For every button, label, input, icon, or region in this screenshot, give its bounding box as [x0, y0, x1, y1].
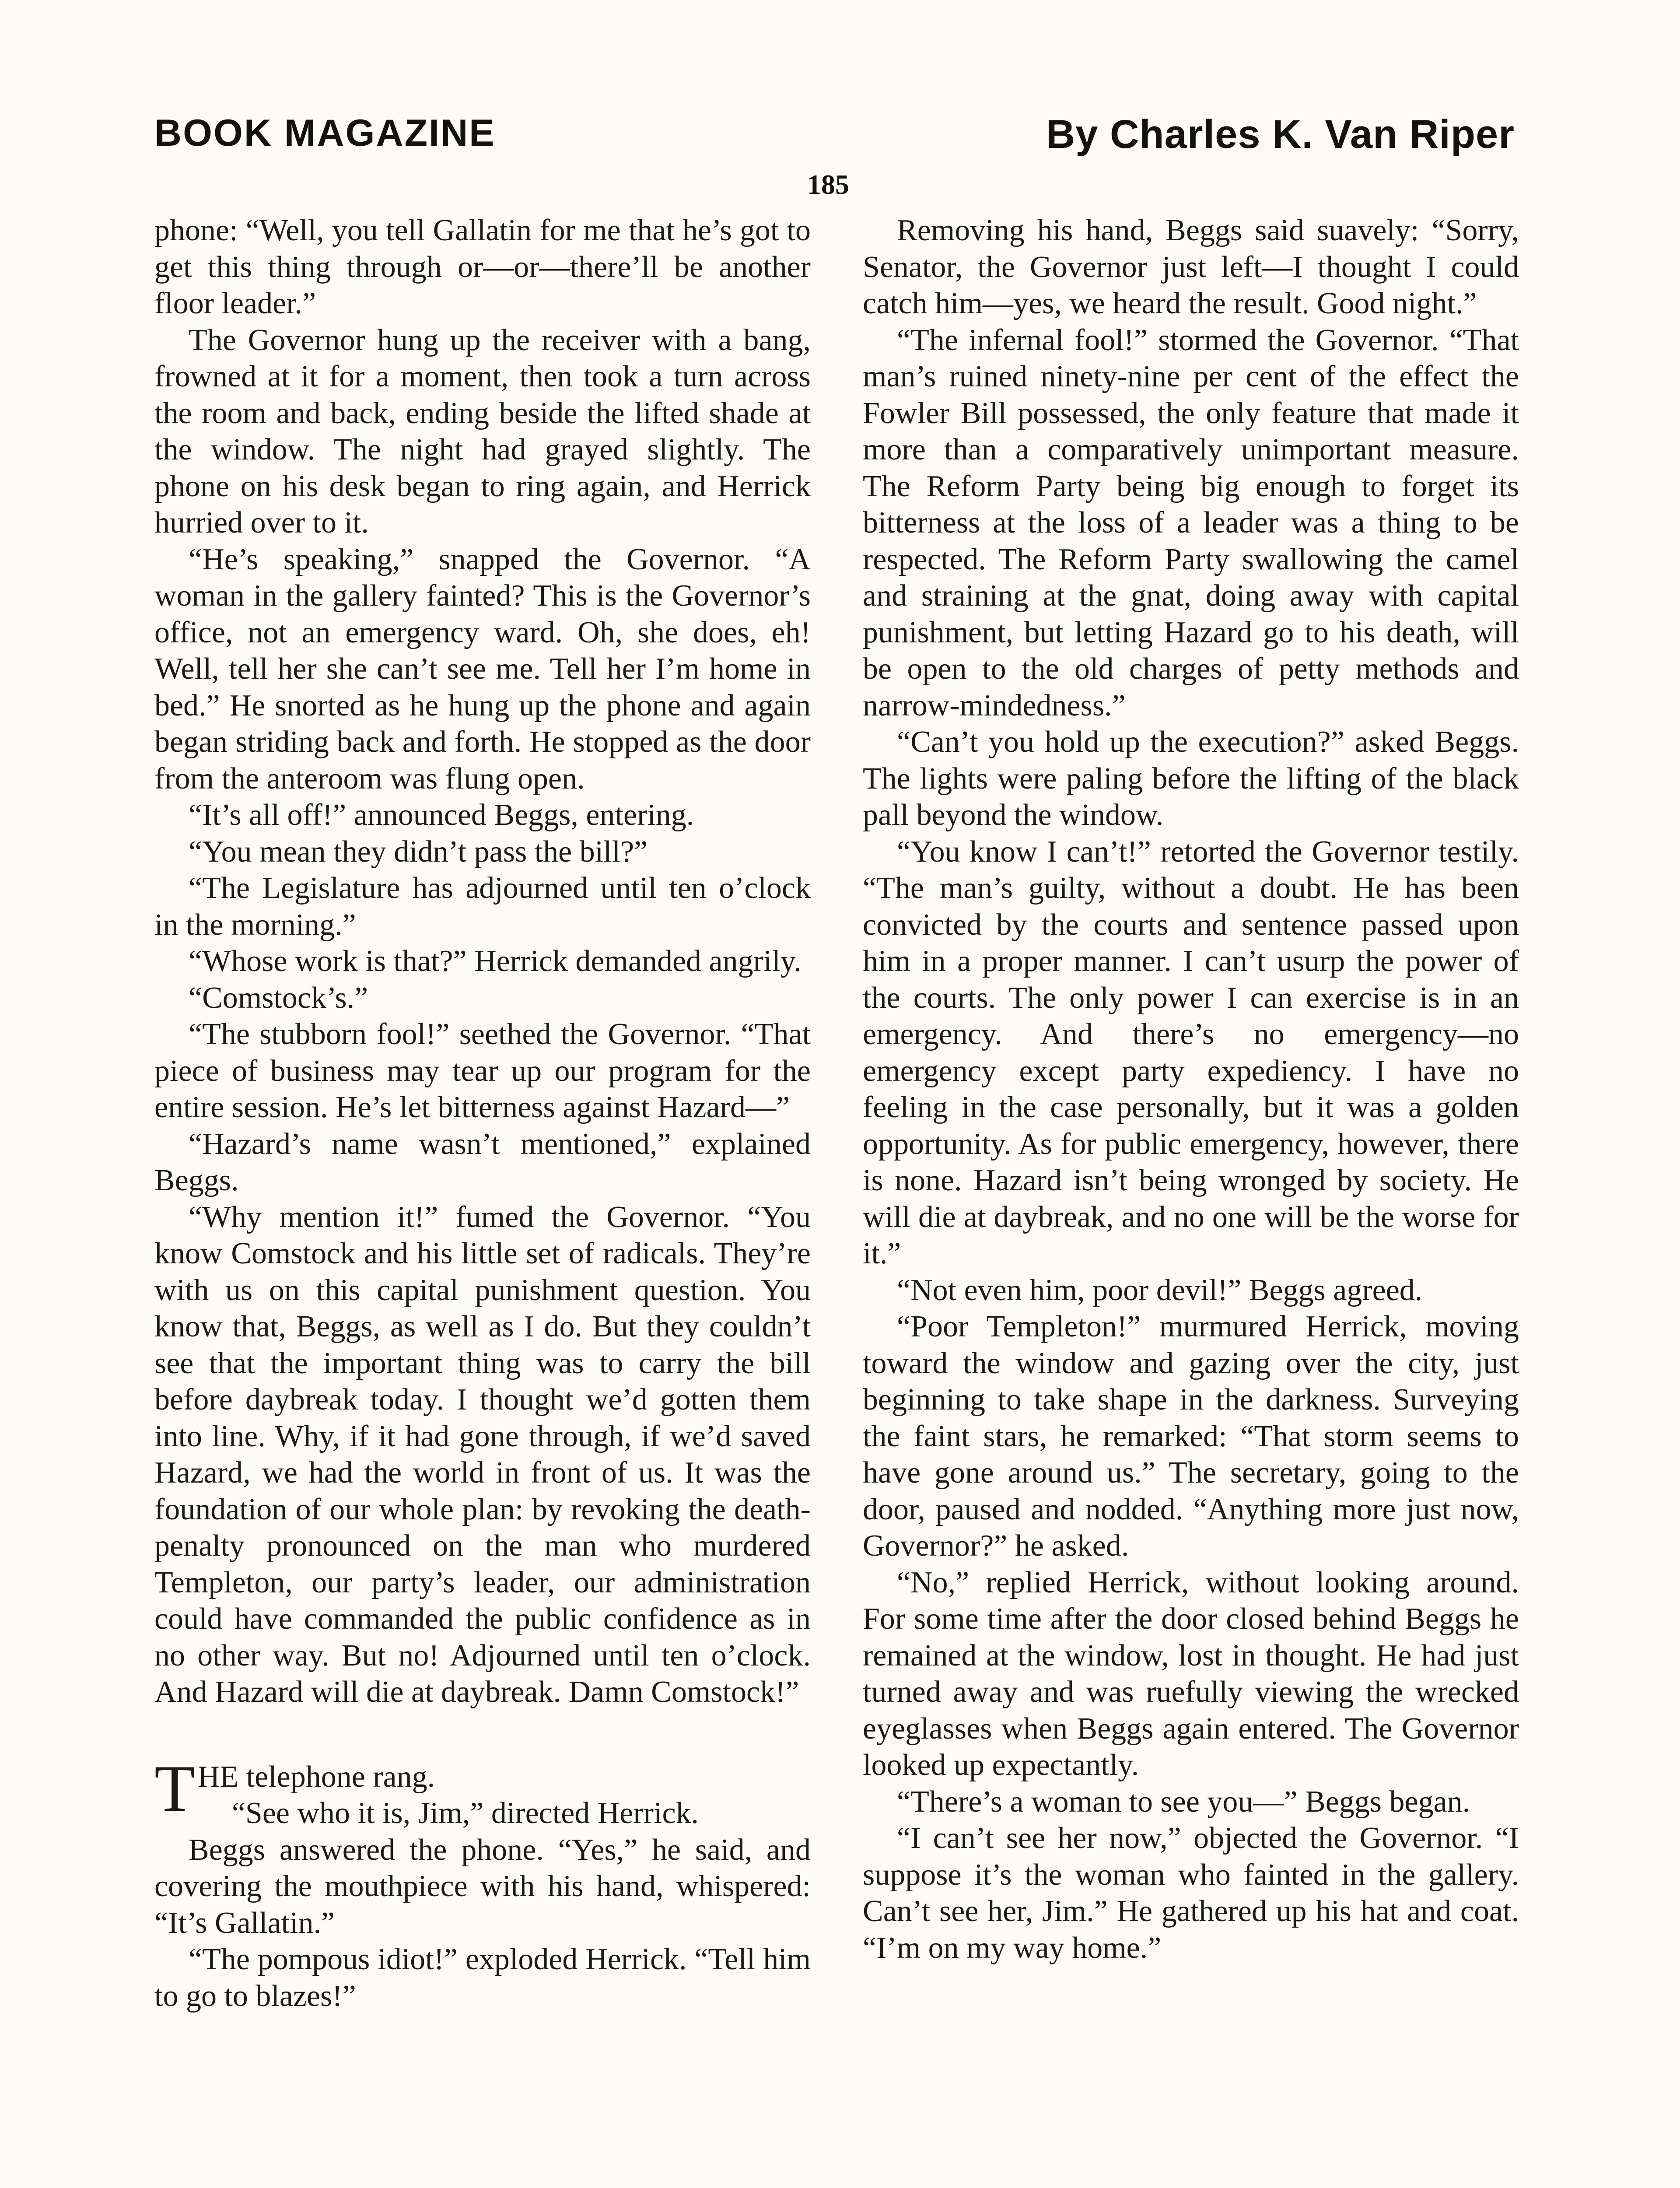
drop-cap: T — [154, 1751, 195, 1825]
magazine-title: BOOK MAGAZINE — [154, 112, 496, 154]
paragraph: “You mean they didn’t pass the bill?” — [189, 835, 648, 869]
left-column — [154, 212, 811, 2014]
paragraph: “It’s all off!” announced Beggs, entering. — [189, 798, 694, 832]
page-number: 185 — [807, 169, 849, 200]
paragraph: “I can’t see her now,” objected the Governor. “I suppose it’s the woman who fainted in the gallery. Can’t see her, Jim.” He gathered up his hat and coat. “I’m on my way home.” — [863, 1821, 1519, 1965]
paragraph: The Governor hung up the receiver with a bang, frowned at it for a moment, then took a turn across the room and back, ending beside the lifted shade at the window. The night had grayed slightly. The phone on his desk began to ring again, and Herrick hurried over to it. — [154, 323, 811, 540]
paragraph: “You know I can’t!” retorted the Governor testily. “The man’s guilty, without a doubt. He has been convicted by the courts and sentence passed upon him in a proper manner. I can’t usurp the power of the courts. The only power I can exercise is in an emergency. And there’s no emergency—no emergency except party expediency. I have no feeling in the case personally, but it was a golden opportunity. As for public emergency, however, there is none. Hazard isn’t being wronged by society. He will die at daybreak, and no one will be the worse for it.” — [863, 835, 1519, 1270]
paragraph: “Why mention it!” fumed the Governor. “You know Comstock and his little set of radicals. They’re with us on this capital punishment question. You know that, Beggs, as well as I do. But they couldn’t see that the important thing was to carry the bill before daybreak today. I thought we’d gotten them into line. Why, if it had gone through, if we’d saved Hazard, we had the world in front of us. It was the foundation of our whole plan: by revoking the death-penalty pronounced on the man who murdered Templeton, our party’s leader, our administration could have commanded the public confidence as in no other way. But no! Adjourned until ten o’clock. And Hazard will die at daybreak. Damn Comstock!” — [154, 1200, 811, 1709]
paragraph: “Not even him, poor devil!” Beggs agreed. — [897, 1273, 1423, 1307]
paragraph: “Comstock’s.” — [189, 981, 368, 1015]
section-first-line: HE telephone rang. — [197, 1760, 435, 1794]
paragraph: “Hazard’s name wasn’t mentioned,” explained Beggs. — [154, 1127, 811, 1197]
paragraph: “No,” replied Herrick, without looking around. For some time after the door closed behind Beggs he remained at the window, lost in thought. He had just turned away and was ruefully viewing the wrecked eyeglasses when Beggs again entered. The Governor looked up expectantly. — [863, 1565, 1519, 1782]
paragraph: “He’s speaking,” snapped the Governor. “A woman in the gallery fainted? This is the Governor’s office, not an emergency ward. Oh, she does, eh! Well, tell her she can’t see me. Tell her I’m home in bed.” He snorted as he hung up the phone and again began striding back and forth. He stopped as the door from the anteroom was flung open. — [154, 542, 811, 796]
author-byline: By Charles K. Van Riper — [1046, 112, 1515, 157]
paragraph: “Whose work is that?” Herrick demanded angrily. — [189, 944, 802, 978]
paragraph: Removing his hand, Beggs said suavely: “Sorry, Senator, the Governor just left—I thought I could catch him—yes, we heard the result. Good night.” — [863, 214, 1519, 320]
paragraph: “The pompous idiot!” exploded Herrick. “Tell him to go to blazes!” — [154, 1943, 811, 2013]
paragraph: “The Legislature has adjourned until ten o’clock in the morning.” — [154, 871, 811, 942]
paragraph: “See who it is, Jim,” directed Herrick. — [231, 1796, 699, 1830]
paragraph: Beggs answered the phone. “Yes,” he said, and covering the mouthpiece with his hand, whispered: “It’s Gallatin.” — [154, 1833, 811, 1940]
paragraph: “Can’t you hold up the execution?” asked Beggs. The lights were paling before the lifting of the black pall beyond the window. — [863, 725, 1519, 832]
right-column — [863, 212, 1519, 1966]
paragraph: “The infernal fool!” stormed the Governor. “That man’s ruined ninety-nine per cent of the effect the Fowler Bill possessed, the only feature that made it more than a comparatively unimportant measure. The Reform Party being big enough to forget its bitterness at the loss of a leader was a thing to be respected. The Reform Party swallowing the camel and straining at the gnat, doing away with capital punishment, but letting Hazard go to his death, will be open to the old charges of petty methods and narrow-mindedness.” — [863, 323, 1519, 722]
paragraph: “There’s a woman to see you—” Beggs began. — [897, 1785, 1470, 1819]
paragraph: phone: “Well, you tell Gallatin for me that he’s got to get this thing through or—or—there’ll be another floor leader.” — [154, 214, 811, 320]
paragraph: “Poor Templeton!” murmured Herrick, moving toward the window and gazing over the city, just beginning to take shape in the darkness. Surveying the faint stars, he remarked: “That storm seems to have gone around us.” The secretary, going to the door, paused and nodded. “Anything more just now, Governor?” he asked. — [863, 1310, 1519, 1563]
paragraph: “The stubborn fool!” seethed the Governor. “That piece of business may tear up our program for the entire session. He’s let bitterness against Hazard—” — [154, 1017, 811, 1124]
